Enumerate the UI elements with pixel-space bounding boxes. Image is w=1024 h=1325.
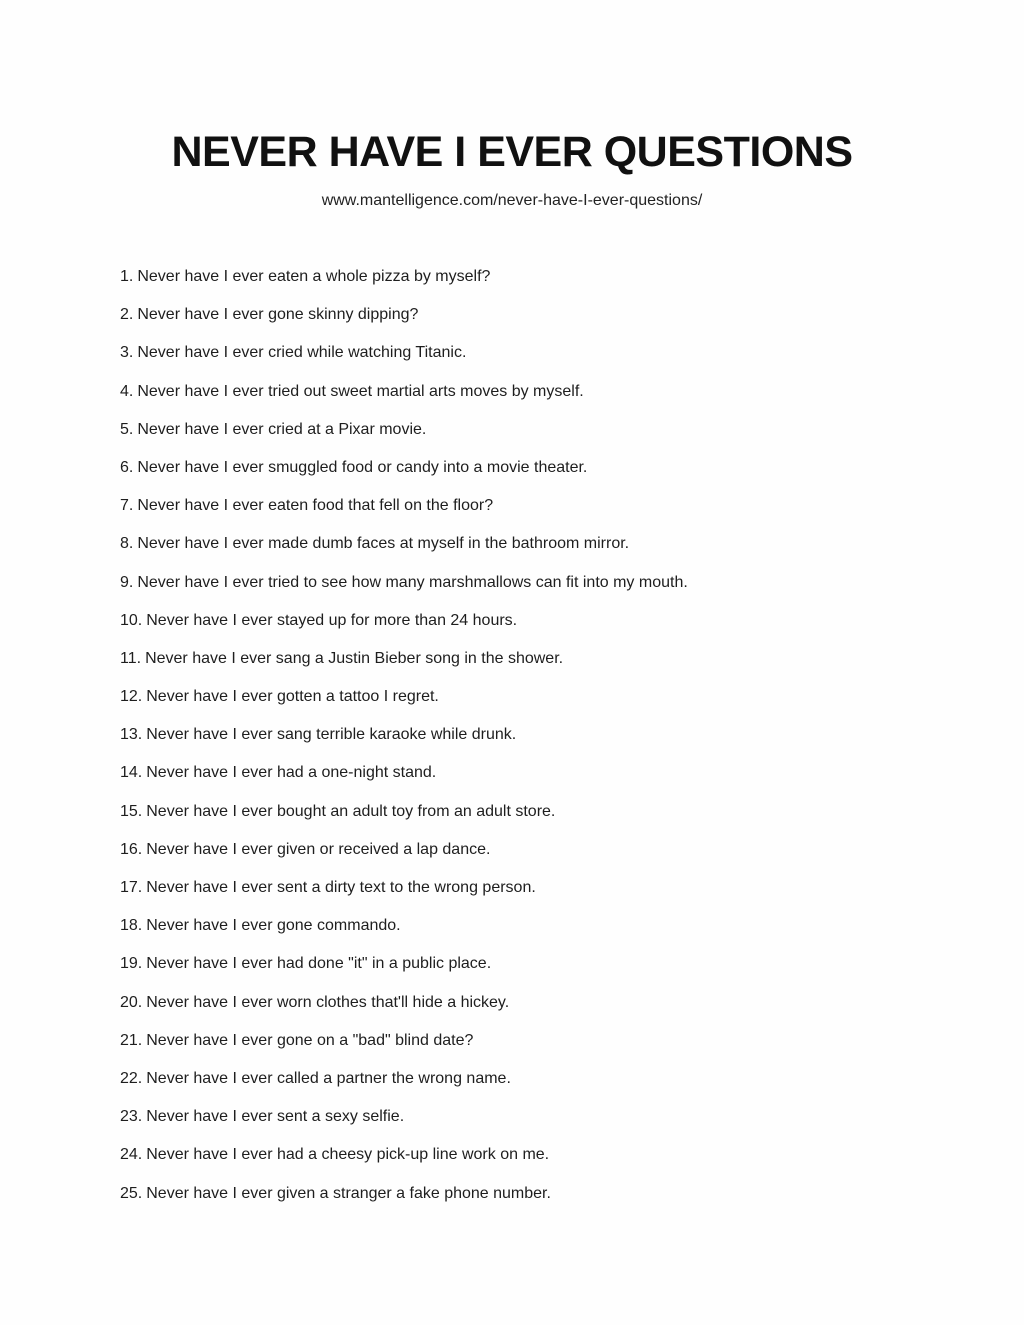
- item-number: 23.: [120, 1108, 143, 1126]
- item-number: 6.: [120, 458, 134, 476]
- list-item: [120, 648, 688, 686]
- item-number: 16.: [120, 840, 143, 858]
- item-text: Never have I ever tried to see how many marshmallows can fit into my mouth.: [137, 573, 688, 591]
- item-number: 11.: [120, 649, 142, 667]
- list-item: [120, 1183, 688, 1221]
- list-item: [120, 610, 688, 648]
- item-number: 19.: [120, 955, 143, 973]
- item-text: Never have I ever sent a dirty text to the wrong person.: [146, 879, 536, 896]
- list-item: [120, 495, 688, 533]
- item-number: 25.: [120, 1184, 143, 1202]
- item-number: 4.: [120, 382, 134, 400]
- item-text: Never have I ever cried while watching Titanic.: [137, 344, 467, 362]
- item-text: Never have I ever called a partner the wrong name.: [146, 1069, 511, 1087]
- item-text: Never have I ever bought an adult toy from an adult store.: [146, 802, 556, 820]
- item-text: Never have I ever stayed up for more than 24 hours.: [146, 611, 518, 629]
- list-item: [120, 1106, 688, 1144]
- item-number: 9.: [120, 573, 134, 591]
- item-text: Never have I ever sent a sexy selfie.: [146, 1108, 405, 1126]
- list-item: [120, 457, 688, 495]
- item-number: 10.: [120, 611, 143, 629]
- item-number: 18.: [120, 917, 143, 935]
- item-text: Never have I ever had a cheesy pick-up line work on me.: [146, 1146, 550, 1164]
- item-text: Never have I ever eaten food that fell on the floor?: [137, 497, 494, 515]
- item-number: 15.: [120, 802, 143, 820]
- questions-list: [120, 266, 688, 1221]
- list-item: [120, 839, 688, 877]
- list-item: [120, 342, 688, 380]
- list-item: [120, 381, 688, 419]
- item-number: 8.: [120, 535, 134, 553]
- item-text: Never have I ever had done "it" in a public place.: [146, 955, 492, 973]
- item-text: Never have I ever smuggled food or candy into a movie theater.: [137, 458, 588, 476]
- item-text: Never have I ever had a one-night stand.: [146, 764, 437, 782]
- list-item: [120, 1030, 688, 1068]
- list-item: [120, 724, 688, 762]
- list-item: [120, 266, 688, 304]
- item-number: 1.: [120, 268, 134, 285]
- list-item: [120, 915, 688, 953]
- item-text: Never have I ever given a stranger a fake phone number.: [146, 1184, 551, 1202]
- item-text: Never have I ever gone commando.: [146, 917, 401, 935]
- item-number: 17.: [120, 879, 143, 896]
- item-number: 22.: [120, 1069, 143, 1087]
- item-number: 20.: [120, 993, 143, 1011]
- list-item: [120, 419, 688, 457]
- item-text: Never have I ever gotten a tattoo I regret.: [146, 688, 439, 706]
- item-number: 7.: [120, 497, 134, 515]
- list-item: [120, 1144, 688, 1182]
- list-item: [120, 877, 688, 915]
- list-item: [120, 801, 688, 839]
- list-item: [120, 533, 688, 571]
- item-text: Never have I ever sang a Justin Bieber song in the shower.: [145, 649, 564, 667]
- item-number: 13.: [120, 726, 143, 744]
- item-text: Never have I ever made dumb faces at myself in the bathroom mirror.: [137, 535, 630, 553]
- list-item: [120, 304, 688, 342]
- item-number: 3.: [120, 344, 134, 362]
- item-text: Never have I ever gone skinny dipping?: [137, 306, 419, 324]
- item-text: Never have I ever sang terrible karaoke while drunk.: [146, 726, 517, 744]
- list-item: [120, 992, 688, 1030]
- source-url: www.mantelligence.com/never-have-I-ever-questions/: [321, 192, 703, 209]
- item-text: Never have I ever tried out sweet martial arts moves by myself.: [137, 382, 584, 400]
- list-item: [120, 1068, 688, 1106]
- item-number: 2.: [120, 306, 134, 324]
- item-text: Never have I ever cried at a Pixar movie.: [137, 420, 427, 438]
- item-number: 12.: [120, 688, 143, 706]
- list-item: [120, 686, 688, 724]
- item-text: Never have I ever eaten a whole pizza by myself?: [137, 268, 491, 285]
- list-item: [120, 762, 688, 800]
- item-number: 5.: [120, 420, 134, 438]
- item-number: 21.: [120, 1031, 143, 1049]
- item-text: Never have I ever gone on a "bad" blind date?: [146, 1031, 474, 1049]
- item-text: Never have I ever given or received a lap dance.: [146, 840, 491, 858]
- item-text: Never have I ever worn clothes that'll hide a hickey.: [146, 993, 510, 1011]
- list-item: [120, 953, 688, 991]
- item-number: 14.: [120, 764, 143, 782]
- item-number: 24.: [120, 1146, 143, 1164]
- page-title: NEVER HAVE I EVER QUESTIONS: [171, 128, 853, 176]
- list-item: [120, 572, 688, 610]
